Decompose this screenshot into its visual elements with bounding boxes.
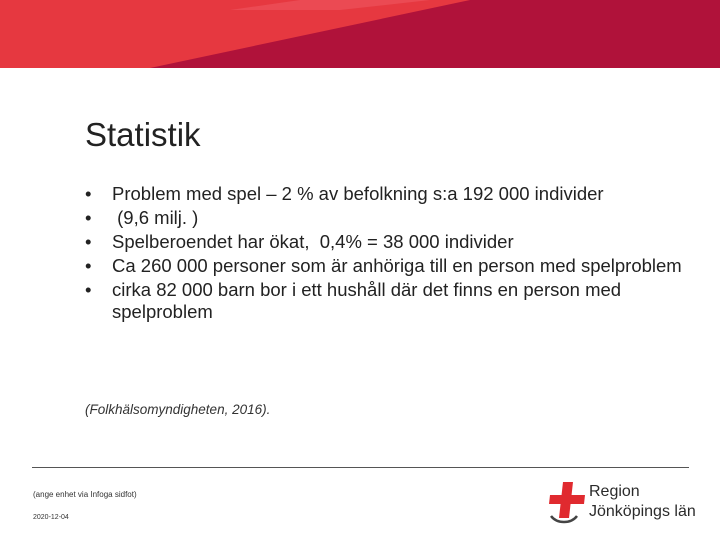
footer-divider [32,467,689,468]
bullet-item [85,183,685,205]
bullet-text: (9,6 milj. ) [112,207,199,228]
footer-date: 2020-12-04 [33,514,69,521]
bullet-text: Ca 260 000 personer som är anhöriga till en person med spelproblem [112,255,682,276]
bullet-item [85,231,685,253]
slide-title: Statistik [85,116,201,153]
footer-unit-text: (ange enhet via Infoga sidfot) [33,490,137,499]
region-cross-icon [547,480,587,524]
bullet-text: cirka 82 000 barn bor i ett hushåll där det finns en person med spelproblem [112,279,622,322]
logo-line-region: Region [589,483,640,500]
bullet-dot: • [85,183,92,204]
bullet-dot: • [85,231,92,252]
logo-line-jonkoping: Jönköpings län [589,503,696,520]
bullet-dot: • [85,207,92,228]
bullet-list [85,183,685,325]
bullet-item [85,255,685,277]
header-band [0,0,720,68]
bullet-text: Problem med spel – 2 % av befolkning s:a 192 000 individer [112,183,604,204]
region-logo [547,480,697,524]
bullet-text: Spelberoendet har ökat, 0,4% = 38 000 individer [112,231,514,252]
bullet-item [85,279,685,323]
bullet-dot: • [85,279,92,300]
bullet-item [85,207,685,229]
bullet-dot: • [85,255,92,276]
source-citation: (Folkhälsomyndigheten, 2016). [85,402,271,417]
